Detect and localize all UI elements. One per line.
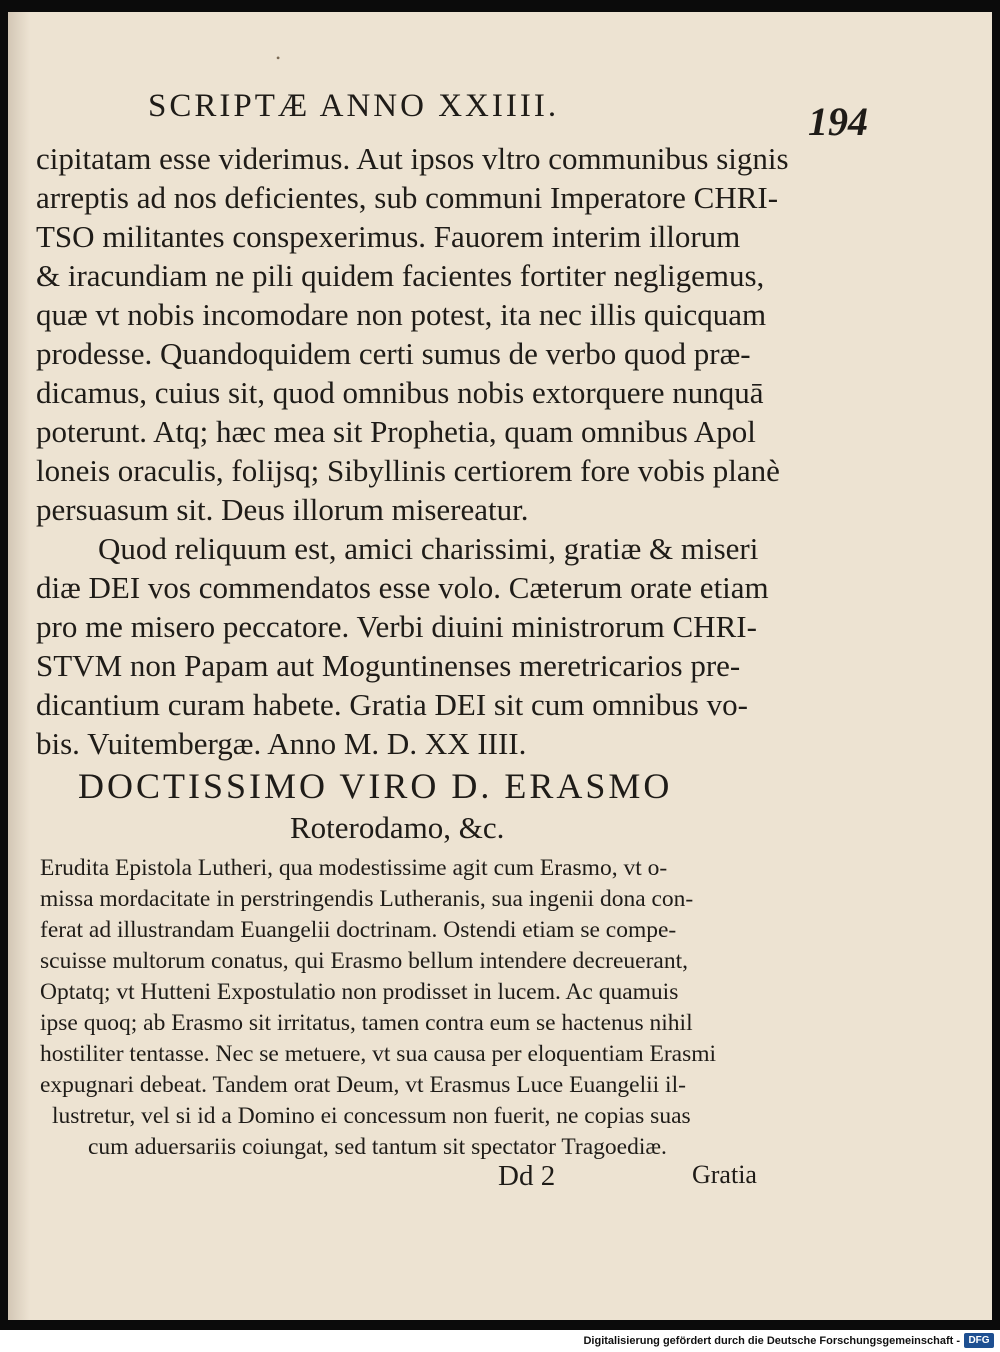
signature-mark: Dd 2 xyxy=(498,1160,556,1192)
folio-number: 194 xyxy=(808,99,868,144)
body-line: prodesse. Quandoquidem certi sumus de verbo quod præ- xyxy=(36,336,751,371)
funding-credit: Digitalisierung gefördert durch die Deutsche Forschungsgemeinschaft - xyxy=(583,1335,960,1347)
summary-line: ferat ad illustrandam Euangelii doctrinam. Ostendi etiam se compe- xyxy=(40,917,677,943)
body-line: bis. Vuitembergæ. Anno M. D. XX IIII. xyxy=(36,726,527,761)
dfg-logo: DFG xyxy=(964,1333,994,1348)
section-title: DOCTISSIMO VIRO D. ERASMO xyxy=(78,766,673,806)
summary-line: lustretur, vel si id a Domino ei concessum non fuerit, ne copias suas xyxy=(52,1103,691,1129)
summary-line: expugnari debeat. Tandem orat Deum, vt Erasmus Luce Euangelii il- xyxy=(40,1072,686,1098)
section-subtitle: Roterodamo, &c. xyxy=(290,810,505,845)
body-line: quæ vt nobis incomodare non potest, ita nec illis quicquam xyxy=(36,297,767,332)
catchword: Gratia xyxy=(692,1160,757,1189)
body-line: Quod reliquum est, amici charissimi, gratiæ & miseri xyxy=(98,531,759,566)
book-page xyxy=(8,12,992,1320)
summary-line: ipse quoq; ab Erasmo sit irritatus, tamen contra eum se hactenus nihil xyxy=(40,1010,693,1036)
ornament-dot: • xyxy=(276,51,281,65)
summary-line: missa mordacitate in perstringendis Lutheranis, sua ingenii dona con- xyxy=(40,886,694,912)
summary-line: Erudita Epistola Lutheri, qua modestissime agit cum Erasmo, vt o- xyxy=(40,855,668,881)
summary-line: scuisse multorum conatus, qui Erasmo bellum intendere decreuerant, xyxy=(40,948,689,974)
body-line: dicantium curam habete. Gratia DEI sit cum omnibus vo- xyxy=(36,687,748,722)
body-line: loneis oraculis, folijsq; Sibyllinis certiorem fore vobis planè xyxy=(36,453,780,488)
body-line: TSO militantes conspexerimus. Fauorem interim illorum xyxy=(36,219,741,254)
summary-line: Optatq; vt Hutteni Expostulatio non prodisset in lucem. Ac quamuis xyxy=(40,979,679,1005)
running-head: SCRIPTÆ ANNO XXIIII. xyxy=(148,88,560,124)
footer-bar xyxy=(0,1330,1000,1352)
body-line: STVM non Papam aut Moguntinenses meretricarios pre- xyxy=(36,648,741,683)
body-line: pro me misero peccatore. Verbi diuini ministrorum CHRI- xyxy=(36,609,757,644)
body-line: poterunt. Atq; hæc mea sit Prophetia, quam omnibus Apol xyxy=(36,414,756,449)
body-line: persuasum sit. Deus illorum misereatur. xyxy=(36,492,529,527)
body-line: dicamus, cuius sit, quod omnibus nobis extorquere nunquā xyxy=(36,375,764,410)
body-line: cipitatam esse viderimus. Aut ipsos vltro communibus signis xyxy=(36,141,789,176)
body-line: diæ DEI vos commendatos esse volo. Cæterum orate etiam xyxy=(36,570,769,605)
body-line: arreptis ad nos deficientes, sub communi Imperatore CHRI- xyxy=(36,180,779,215)
summary-line: hostiliter tentasse. Nec se metuere, vt sua causa per eloquentiam Erasmi xyxy=(40,1041,717,1067)
summary-line: cum aduersariis coiungat, sed tantum sit spectator Tragoediæ. xyxy=(88,1134,667,1160)
body-line: & iracundiam ne pili quidem facientes fortiter negligemus, xyxy=(36,258,765,293)
